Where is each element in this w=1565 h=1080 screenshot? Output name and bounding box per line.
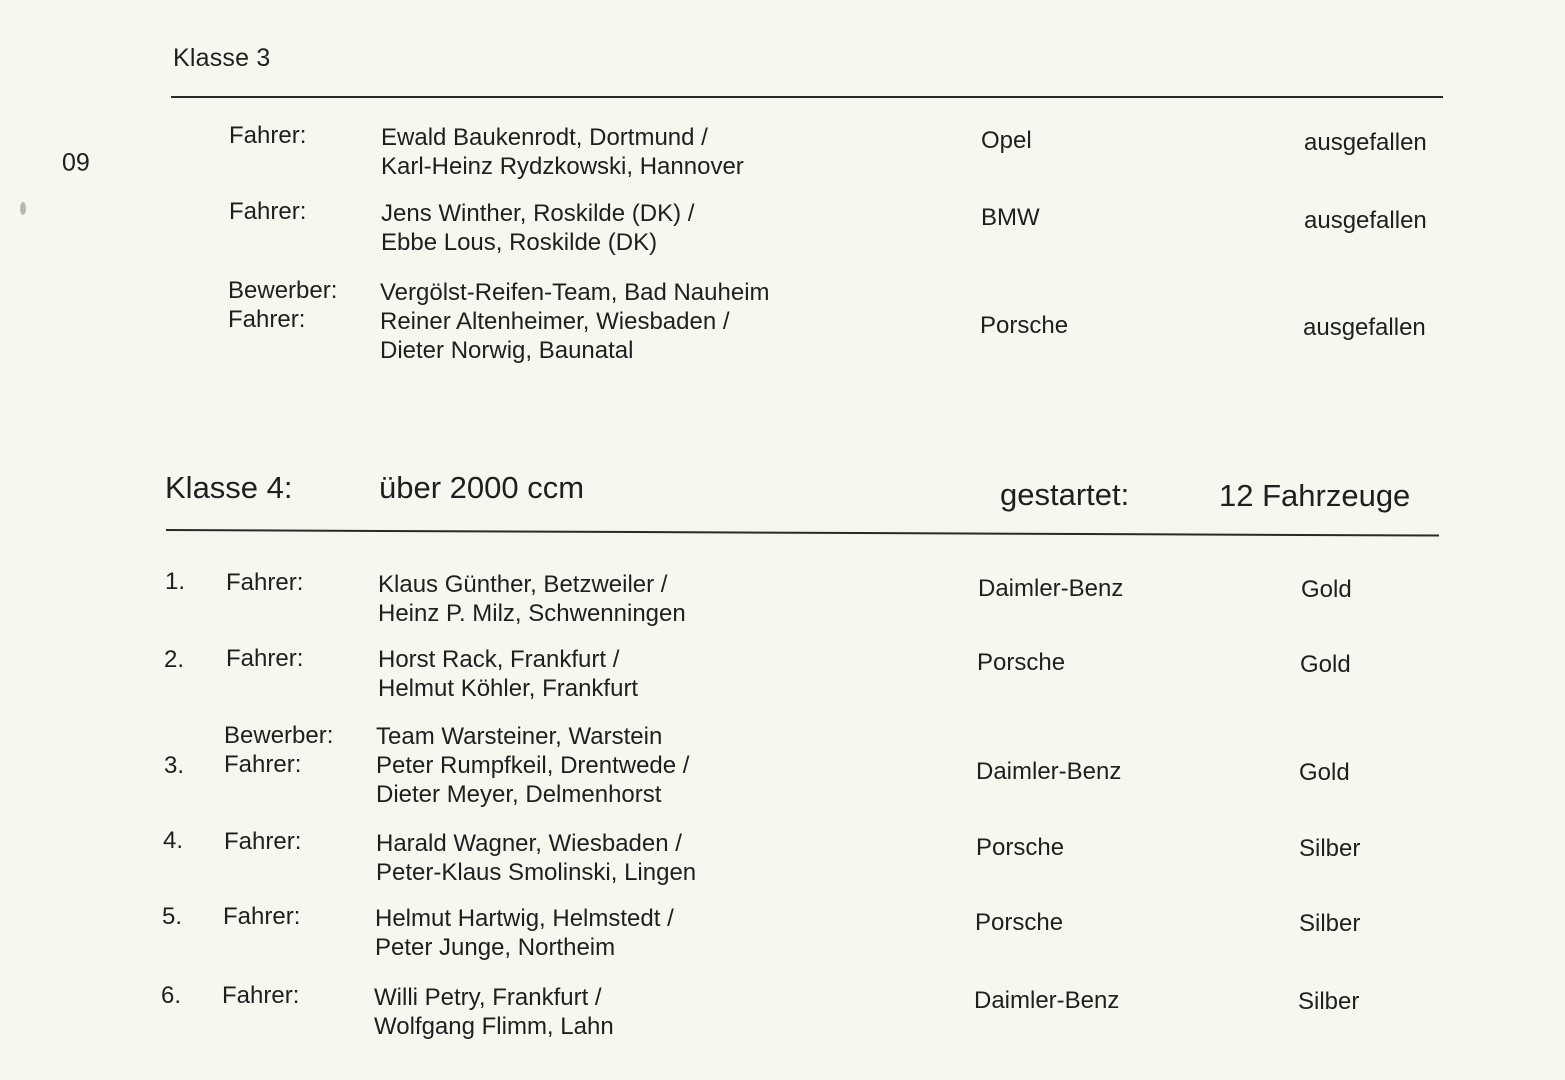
paper-mark [20, 202, 26, 215]
k3-entry-3-driver-3: Dieter Norwig, Baunatal [380, 337, 634, 364]
k4-entry-5-driver-1: Helmut Hartwig, Helmstedt / [375, 905, 674, 932]
k4-entry-5-drivers [375, 904, 674, 962]
k3-entry-2-drivers [381, 199, 694, 257]
k4-entry-5-result: Silber [1299, 910, 1361, 937]
k3-entry-1-make: Opel [981, 127, 1032, 154]
k4-entry-3-driver-2: Peter Rumpfkeil, Drentwede / [376, 752, 690, 779]
k4-entry-1-driver-2: Heinz P. Milz, Schwenningen [378, 600, 686, 627]
k4-entry-1-driver-1: Klaus Günther, Betzweiler / [378, 571, 668, 598]
k4-entry-1-drivers [378, 570, 686, 628]
k3-entry-2-label-1: Fahrer: [229, 198, 307, 225]
k3-entry-1-driver-2: Karl-Heinz Rydzkowski, Hannover [381, 153, 744, 180]
k4-entry-5-make: Porsche [975, 909, 1064, 936]
k3-entry-1-drivers [381, 123, 744, 181]
k4-entry-4-label-1: Fahrer: [224, 828, 302, 855]
k4-entry-6-label-1: Fahrer: [222, 982, 300, 1009]
k4-entry-3-driver-1: Team Warsteiner, Warstein [376, 723, 663, 750]
k3-entry-1-result: ausgefallen [1304, 129, 1427, 156]
class-4-rule [166, 529, 1439, 537]
page-number: 60 [62, 147, 90, 175]
k4-entry-1-label-1: Fahrer: [226, 569, 304, 596]
k3-entry-3-label-2: Fahrer: [228, 306, 306, 333]
k4-entry-6-make: Daimler-Benz [974, 987, 1120, 1014]
k4-entry-6-rank: 6. [161, 982, 182, 1009]
k3-entry-1-label-1: Fahrer: [229, 122, 307, 149]
class-3-heading: Klasse 3 [173, 44, 271, 72]
k4-entry-2-drivers [378, 645, 638, 703]
k3-entry-3-drivers [380, 278, 770, 365]
k4-entry-2-driver-2: Helmut Köhler, Frankfurt [378, 675, 639, 702]
k4-entry-3-label-2: Fahrer: [224, 751, 302, 778]
k3-entry-2-driver-2: Ebbe Lous, Roskilde (DK) [381, 229, 658, 256]
k4-entry-3-result: Gold [1299, 759, 1350, 786]
k3-entry-1-driver-1: Ewald Baukenrodt, Dortmund / [381, 124, 708, 151]
k4-entry-2-driver-1: Horst Rack, Frankfurt / [378, 646, 620, 673]
k3-entry-2-make: BMW [981, 204, 1040, 231]
k4-entry-4-driver-2: Peter-Klaus Smolinski, Lingen [376, 859, 697, 886]
class-3-rule [171, 96, 1443, 98]
k4-entry-3-label-1: Bewerber: [224, 722, 334, 749]
k4-entry-2-make: Porsche [977, 649, 1066, 676]
class-4-started-label: gestartet: [1000, 477, 1130, 512]
k4-entry-3-make: Daimler-Benz [976, 758, 1122, 785]
class-4-started-count: 12 Fahrzeuge [1219, 478, 1411, 513]
k3-entry-3-labels [228, 276, 337, 334]
k3-entry-3-result: ausgefallen [1303, 314, 1426, 341]
k4-entry-4-drivers [376, 829, 696, 887]
k4-entry-2-label-1: Fahrer: [226, 645, 304, 672]
k4-entry-5-label-1: Fahrer: [223, 903, 301, 930]
k4-entry-3-rank: 3. [164, 752, 185, 779]
k4-entry-2-result: Gold [1300, 651, 1351, 678]
k3-entry-3-driver-2: Reiner Altenheimer, Wiesbaden / [380, 308, 730, 335]
k4-entry-6-result: Silber [1298, 988, 1360, 1015]
k4-entry-5-driver-2: Peter Junge, Northeim [375, 934, 616, 961]
k4-entry-6-drivers [374, 983, 614, 1041]
k4-entry-1-rank: 1. [165, 568, 186, 595]
k4-entry-4-driver-1: Harald Wagner, Wiesbaden / [376, 830, 682, 857]
k4-entry-5-rank: 5. [162, 903, 183, 930]
k4-entry-4-result: Silber [1299, 835, 1361, 862]
k3-entry-3-make: Porsche [980, 312, 1069, 339]
k3-entry-3-label-1: Bewerber: [228, 277, 338, 304]
k4-entry-3-drivers [376, 722, 689, 809]
k4-entry-4-rank: 4. [163, 827, 184, 854]
k3-entry-2-result: ausgefallen [1304, 207, 1427, 234]
k4-entry-6-driver-1: Willi Petry, Frankfurt / [374, 984, 602, 1011]
k4-entry-1-make: Daimler-Benz [978, 575, 1124, 602]
k3-entry-2-driver-1: Jens Winther, Roskilde (DK) / [381, 200, 695, 227]
class-4-heading: Klasse 4: [165, 470, 293, 505]
class-4-engine-size: über 2000 ccm [379, 470, 585, 505]
k4-entry-6-driver-2: Wolfgang Flimm, Lahn [374, 1013, 614, 1040]
k4-entry-2-rank: 2. [164, 646, 185, 673]
k3-entry-3-driver-1: Vergölst-Reifen-Team, Bad Nauheim [380, 279, 770, 306]
k4-entry-3-driver-3: Dieter Meyer, Delmenhorst [376, 781, 662, 808]
k4-entry-4-make: Porsche [976, 834, 1065, 861]
k4-entry-3-labels [224, 721, 333, 779]
k4-entry-1-result: Gold [1301, 576, 1352, 603]
